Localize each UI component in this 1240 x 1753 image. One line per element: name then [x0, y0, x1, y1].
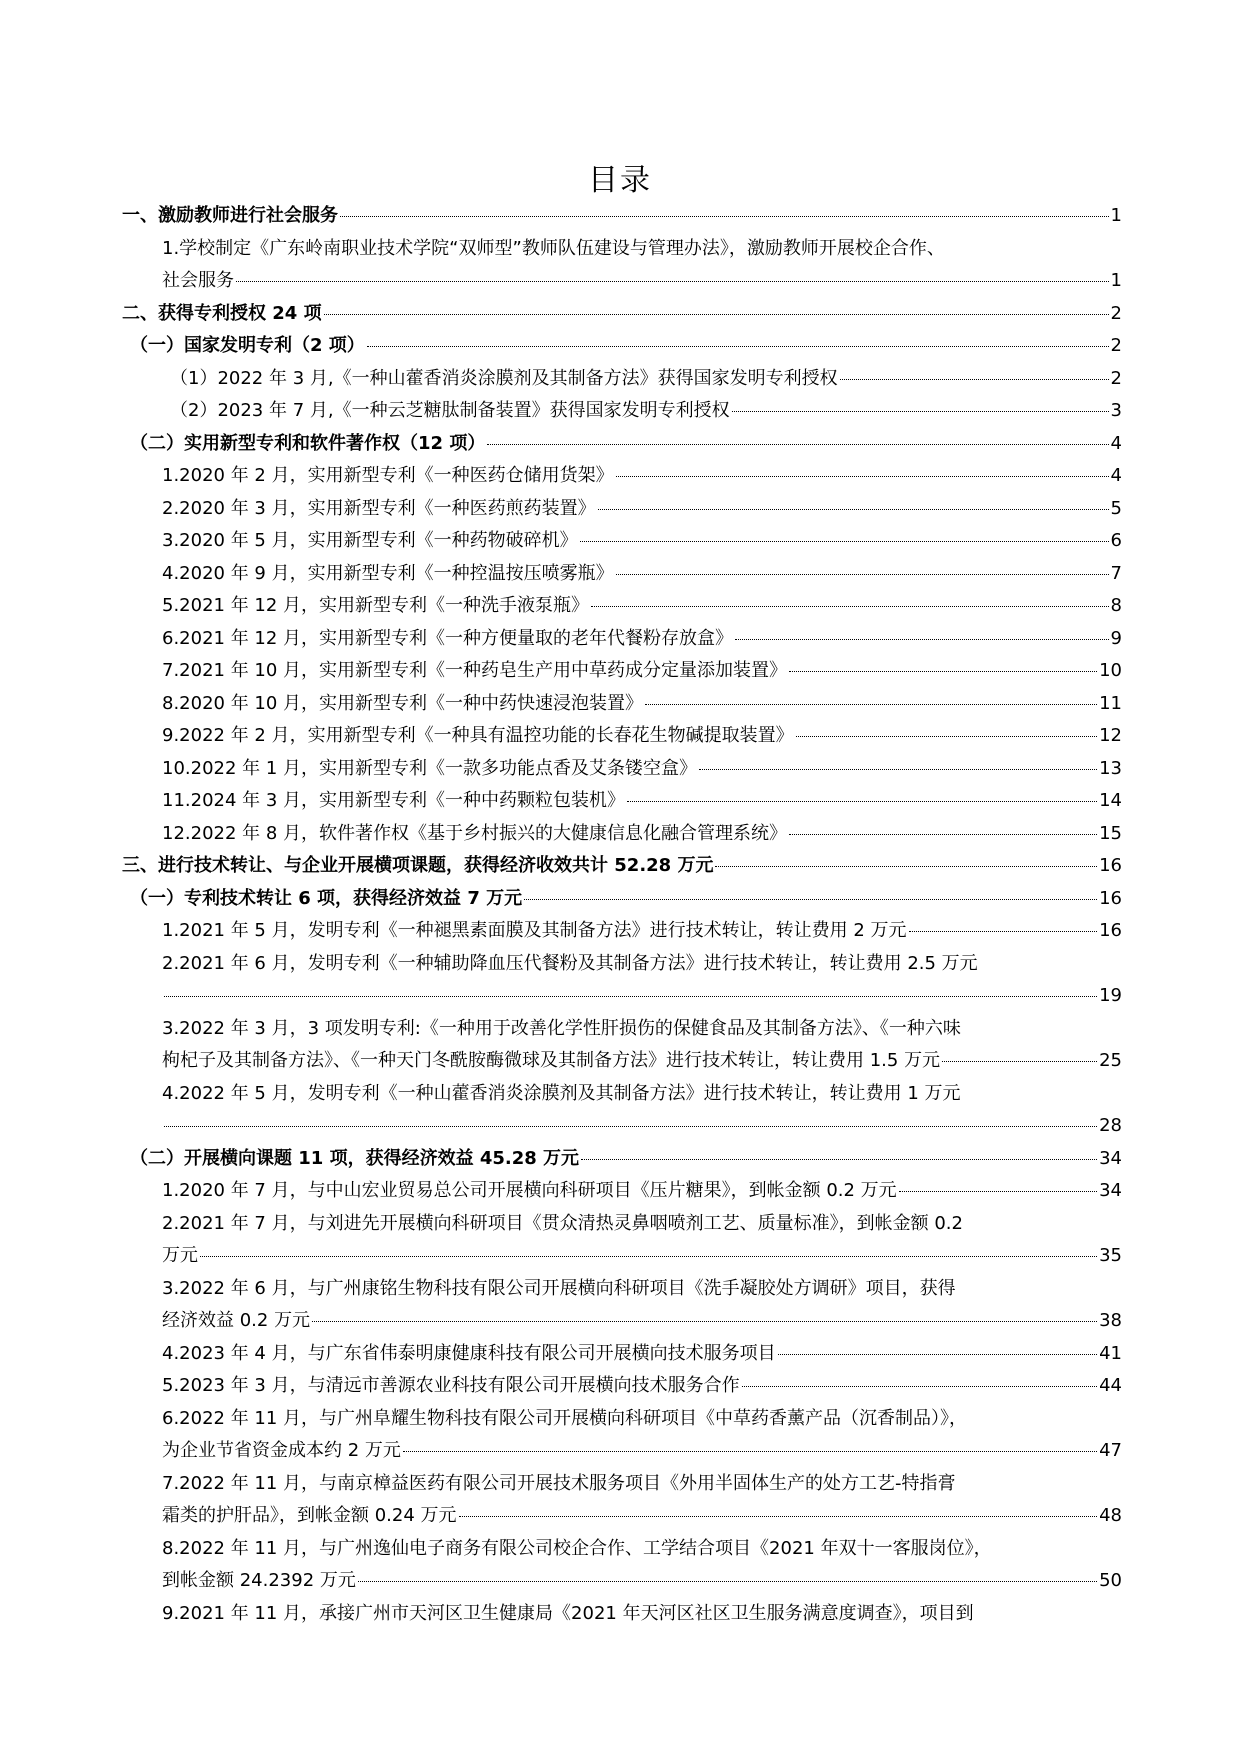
toc-page-number: 8: [1110, 595, 1122, 616]
toc-page-number: 15: [1099, 822, 1122, 844]
dot-leader: [598, 509, 1109, 510]
toc-entry[interactable]: [162, 655, 1122, 688]
toc-entry-text: 3.2022 年 6 月，与广州康铭生物科技有限公司开展横向科研项目《洗手凝胶处方调研》项目，获得: [162, 1277, 956, 1299]
toc-entry[interactable]: [130, 330, 1122, 363]
dot-leader: [942, 1061, 1097, 1062]
dot-leader: [358, 1581, 1097, 1582]
dot-leader: [732, 411, 1109, 412]
page-title: 目录: [588, 163, 652, 198]
toc-entry[interactable]: [162, 948, 1122, 1013]
toc-entry[interactable]: [162, 720, 1122, 753]
toc-page-number: 19: [1099, 985, 1122, 1006]
dot-leader: [715, 866, 1097, 867]
toc-page-number: 25: [1099, 1050, 1122, 1071]
toc-page-number: 16: [1099, 920, 1122, 941]
toc-entry[interactable]: [162, 1533, 1122, 1598]
toc-entry-text: 9.2021 年 11 月，承接广州市天河区卫生健康局《2021 年天河区社区卫生服务满意度调查》，项目到: [162, 1602, 974, 1624]
toc-entry[interactable]: [162, 1013, 1122, 1078]
toc-entry[interactable]: [162, 493, 1122, 526]
toc-entry[interactable]: [162, 1338, 1122, 1371]
toc-entry-text: 2.2021 年 6 月，发明专利《一种辅助降血压代餐粉及其制备方法》进行技术转让，转让费用 2.5 万元: [162, 952, 978, 974]
dot-leader: [524, 899, 1097, 900]
toc-page-number: 5: [1110, 497, 1122, 519]
toc-page-number: 13: [1099, 757, 1122, 779]
toc-entry-text: 3.2020 年 5 月，实用新型专利《一种药物破碎机》: [162, 530, 578, 551]
dot-leader: [899, 1191, 1097, 1192]
toc-entry[interactable]: [130, 883, 1122, 916]
toc-entry[interactable]: [162, 1598, 1122, 1631]
dot-leader: [789, 834, 1097, 835]
toc-entry[interactable]: [162, 1175, 1122, 1208]
dot-leader: [778, 1354, 1097, 1355]
toc-entry-text: 7.2021 年 10 月，实用新型专利《一种药皂生产用中草药成分定量添加装置》: [162, 660, 788, 681]
toc-page-number: 41: [1099, 1342, 1122, 1364]
toc-entry[interactable]: [162, 525, 1122, 558]
toc-entry-text: 6.2022 年 11 月，与广州阜耀生物科技有限公司开展横向科研项目《中草药香薰产品（沉香制品）》，: [162, 1407, 968, 1429]
toc-entry[interactable]: [162, 558, 1122, 591]
toc-entry-text: （1）2022 年 3 月,《一种山藿香消炎涂膜剂及其制备方法》获得国家发明专利授权: [170, 367, 838, 389]
dot-leader: [487, 444, 1108, 445]
toc-entry-text: 4.2023 年 4 月，与广东省伟泰明康健康科技有限公司开展横向技术服务项目: [162, 1342, 776, 1364]
dot-leader: [580, 541, 1109, 542]
toc-entry[interactable]: [130, 1143, 1122, 1176]
toc-entry[interactable]: [162, 1403, 1122, 1468]
toc-entry-text: （一）国家发明专利（2 项）: [130, 335, 365, 356]
toc-page-number: 14: [1099, 790, 1122, 811]
toc-page-number: 2: [1110, 335, 1122, 356]
toc-page-number: 47: [1099, 1440, 1122, 1461]
toc-entry[interactable]: [162, 1468, 1122, 1533]
toc-page-number: 38: [1099, 1310, 1122, 1331]
toc-entry-text: 二、获得专利授权 24 项: [122, 302, 322, 324]
toc-page-number: 34: [1099, 1147, 1122, 1169]
toc-entry-text: 1.2021 年 5 月，发明专利《一种褪黑素面膜及其制备方法》进行技术转让，转让费用 2 万元: [162, 920, 907, 941]
toc-entry-text: 10.2022 年 1 月，实用新型专利《一款多功能点香及艾条镂空盒》: [162, 757, 698, 779]
dot-leader: [164, 996, 1097, 997]
toc-entry-text: 4.2022 年 5 月，发明专利《一种山藿香消炎涂膜剂及其制备方法》进行技术转让，转让费用 1 万元: [162, 1082, 961, 1104]
toc-entry[interactable]: [162, 688, 1122, 721]
dot-leader: [164, 1126, 1097, 1127]
toc-entry-text: （二）实用新型专利和软件著作权（12 项）: [130, 432, 486, 454]
toc-entry[interactable]: [170, 395, 1122, 428]
toc-page-number: 1: [1110, 205, 1122, 226]
toc-entry-text: （二）开展横向课题 11 项，获得经济效益 45.28 万元: [130, 1147, 580, 1169]
toc-page-number: 34: [1099, 1180, 1122, 1201]
toc-page-number: 10: [1099, 660, 1122, 681]
toc-entry[interactable]: [130, 428, 1122, 461]
toc-entry-text: 8.2020 年 10 月，实用新型专利《一种中药快速浸泡装置》: [162, 692, 644, 714]
dot-leader: [312, 1321, 1097, 1322]
toc-entry-text: 6.2021 年 12 月，实用新型专利《一种方便量取的老年代餐粉存放盒》: [162, 627, 734, 649]
toc-entry[interactable]: [162, 623, 1122, 656]
toc-entry[interactable]: [162, 785, 1122, 818]
toc-entry[interactable]: [162, 1370, 1122, 1403]
toc-page-number: 4: [1110, 432, 1122, 454]
dot-leader: [236, 281, 1109, 282]
toc-entry[interactable]: [170, 363, 1122, 396]
toc-page-number: 28: [1099, 1115, 1122, 1136]
dot-leader: [324, 314, 1109, 315]
toc-entry-continuation: 经济效益 0.2 万元: [162, 1310, 311, 1331]
toc-page-number: 12: [1099, 725, 1122, 746]
dot-leader: [840, 379, 1109, 380]
toc-page-number: 1: [1110, 270, 1122, 291]
toc-entry[interactable]: [122, 200, 1122, 233]
toc-entry-text: （一）专利技术转让 6 项，获得经济效益 7 万元: [130, 887, 523, 909]
dot-leader: [200, 1256, 1097, 1257]
toc-page-number: 3: [1110, 400, 1122, 421]
toc-entry-continuation: 到帐金额 24.2392 万元: [162, 1570, 356, 1591]
toc-page-number: 7: [1110, 562, 1122, 584]
dot-leader: [403, 1451, 1097, 1452]
toc-entry[interactable]: [162, 1208, 1122, 1273]
toc-entry-text: 1.学校制定《广东岭南职业技术学院“双师型”教师队伍建设与管理办法》，激励教师开展校企合作、: [162, 237, 945, 259]
toc-entry-text: 5.2023 年 3 月，与清远市善源农业科技有限公司开展横向技术服务合作: [162, 1375, 740, 1396]
dot-leader: [616, 476, 1109, 477]
toc-entry[interactable]: [162, 1078, 1122, 1143]
dot-leader: [789, 671, 1097, 672]
toc-entry[interactable]: [162, 233, 1122, 298]
toc-entry-continuation: 枸杞子及其制备方法》、《一种天门冬酰胺酶微球及其制备方法》进行技术转让，转让费用 1.5 万元: [162, 1050, 941, 1071]
dot-leader: [796, 736, 1097, 737]
dot-leader: [742, 1386, 1097, 1387]
toc-entry[interactable]: [122, 298, 1122, 331]
toc-page-number: 35: [1099, 1245, 1122, 1266]
dot-leader: [367, 346, 1109, 347]
toc-entry-text: 9.2022 年 2 月，实用新型专利《一种具有温控功能的长春花生物碱提取装置》: [162, 725, 794, 746]
toc-entry-text: 7.2022 年 11 月，与南京樟益医药有限公司开展技术服务项目《外用半固体生产的处方工艺-特指膏: [162, 1472, 956, 1494]
toc-page-number: 16: [1099, 855, 1122, 876]
toc-entry-continuation: 万元: [162, 1245, 198, 1266]
toc-entry[interactable]: [162, 753, 1122, 786]
toc-entry[interactable]: [162, 1273, 1122, 1338]
toc-entry-text: 8.2022 年 11 月，与广州逸仙电子商务有限公司校企合作、工学结合项目《2021 年双十一客服岗位》，: [162, 1537, 992, 1559]
dot-leader: [735, 639, 1108, 640]
toc-entry[interactable]: [122, 850, 1122, 883]
toc-entry[interactable]: [162, 590, 1122, 623]
toc-entry-text: 5.2021 年 12 月，实用新型专利《一种洗手液泵瓶》: [162, 595, 590, 616]
dot-leader: [591, 606, 1108, 607]
toc-entry-continuation: 为企业节省资金成本约 2 万元: [162, 1440, 401, 1461]
toc-entry[interactable]: [162, 460, 1122, 493]
toc-entry-text: 三、进行技术转让、与企业开展横项课题，获得经济收效共计 52.28 万元: [122, 855, 714, 876]
toc-page-number: 4: [1110, 465, 1122, 486]
toc-page-number: 48: [1099, 1505, 1122, 1526]
toc-entry-text: 2.2021 年 7 月，与刘进先开展横向科研项目《贯众清热灵鼻咽喷剂工艺、质量标准》，到帐金额 0.2: [162, 1212, 963, 1234]
toc-entry-text: 一、激励教师进行社会服务: [122, 205, 338, 226]
toc-page-number: 9: [1110, 627, 1122, 649]
toc-entry-text: 11.2024 年 3 月，实用新型专利《一种中药颗粒包装机》: [162, 790, 626, 811]
dot-leader: [581, 1159, 1097, 1160]
toc-entry-continuation: 社会服务: [162, 270, 234, 291]
dot-leader: [645, 704, 1097, 705]
toc-entry-continuation: 霜类的护肝品》，到帐金额 0.24 万元: [162, 1505, 457, 1526]
dot-leader: [627, 801, 1097, 802]
toc-entry-text: 12.2022 年 8 月，软件著作权《基于乡村振兴的大健康信息化融合管理系统》: [162, 822, 788, 844]
toc-entry-text: 1.2020 年 2 月，实用新型专利《一种医药仓储用货架》: [162, 465, 614, 486]
toc-entry-text: 1.2020 年 7 月，与中山宏业贸易总公司开展横向科研项目《压片糖果》，到帐金额 0.2 万元: [162, 1180, 897, 1201]
toc-page-number: 2: [1110, 367, 1122, 389]
toc-page-number: 50: [1099, 1570, 1122, 1591]
dot-leader: [909, 931, 1098, 932]
dot-leader: [459, 1516, 1098, 1517]
dot-leader: [699, 769, 1097, 770]
toc-entry-text: （2）2023 年 7 月,《一种云芝糖肽制备装置》获得国家发明专利授权: [170, 400, 730, 421]
toc-page-number: 11: [1099, 692, 1122, 714]
dot-leader: [340, 216, 1109, 217]
toc-page-number: 44: [1099, 1375, 1122, 1396]
toc-page-number: 2: [1110, 302, 1122, 324]
dot-leader: [616, 574, 1109, 575]
toc-page-number: 6: [1110, 530, 1122, 551]
toc-entry[interactable]: [162, 818, 1122, 851]
toc-entry-text: 3.2022 年 3 月，3 项发明专利:《一种用于改善化学性肝损伤的保健食品及其制备方法》、《一种六味: [162, 1017, 961, 1039]
toc-entry-text: 4.2020 年 9 月，实用新型专利《一种控温按压喷雾瓶》: [162, 562, 614, 584]
toc-entry[interactable]: [162, 915, 1122, 948]
toc-entry-text: 2.2020 年 3 月，实用新型专利《一种医药煎药装置》: [162, 497, 596, 519]
toc-page-number: 16: [1099, 887, 1122, 909]
